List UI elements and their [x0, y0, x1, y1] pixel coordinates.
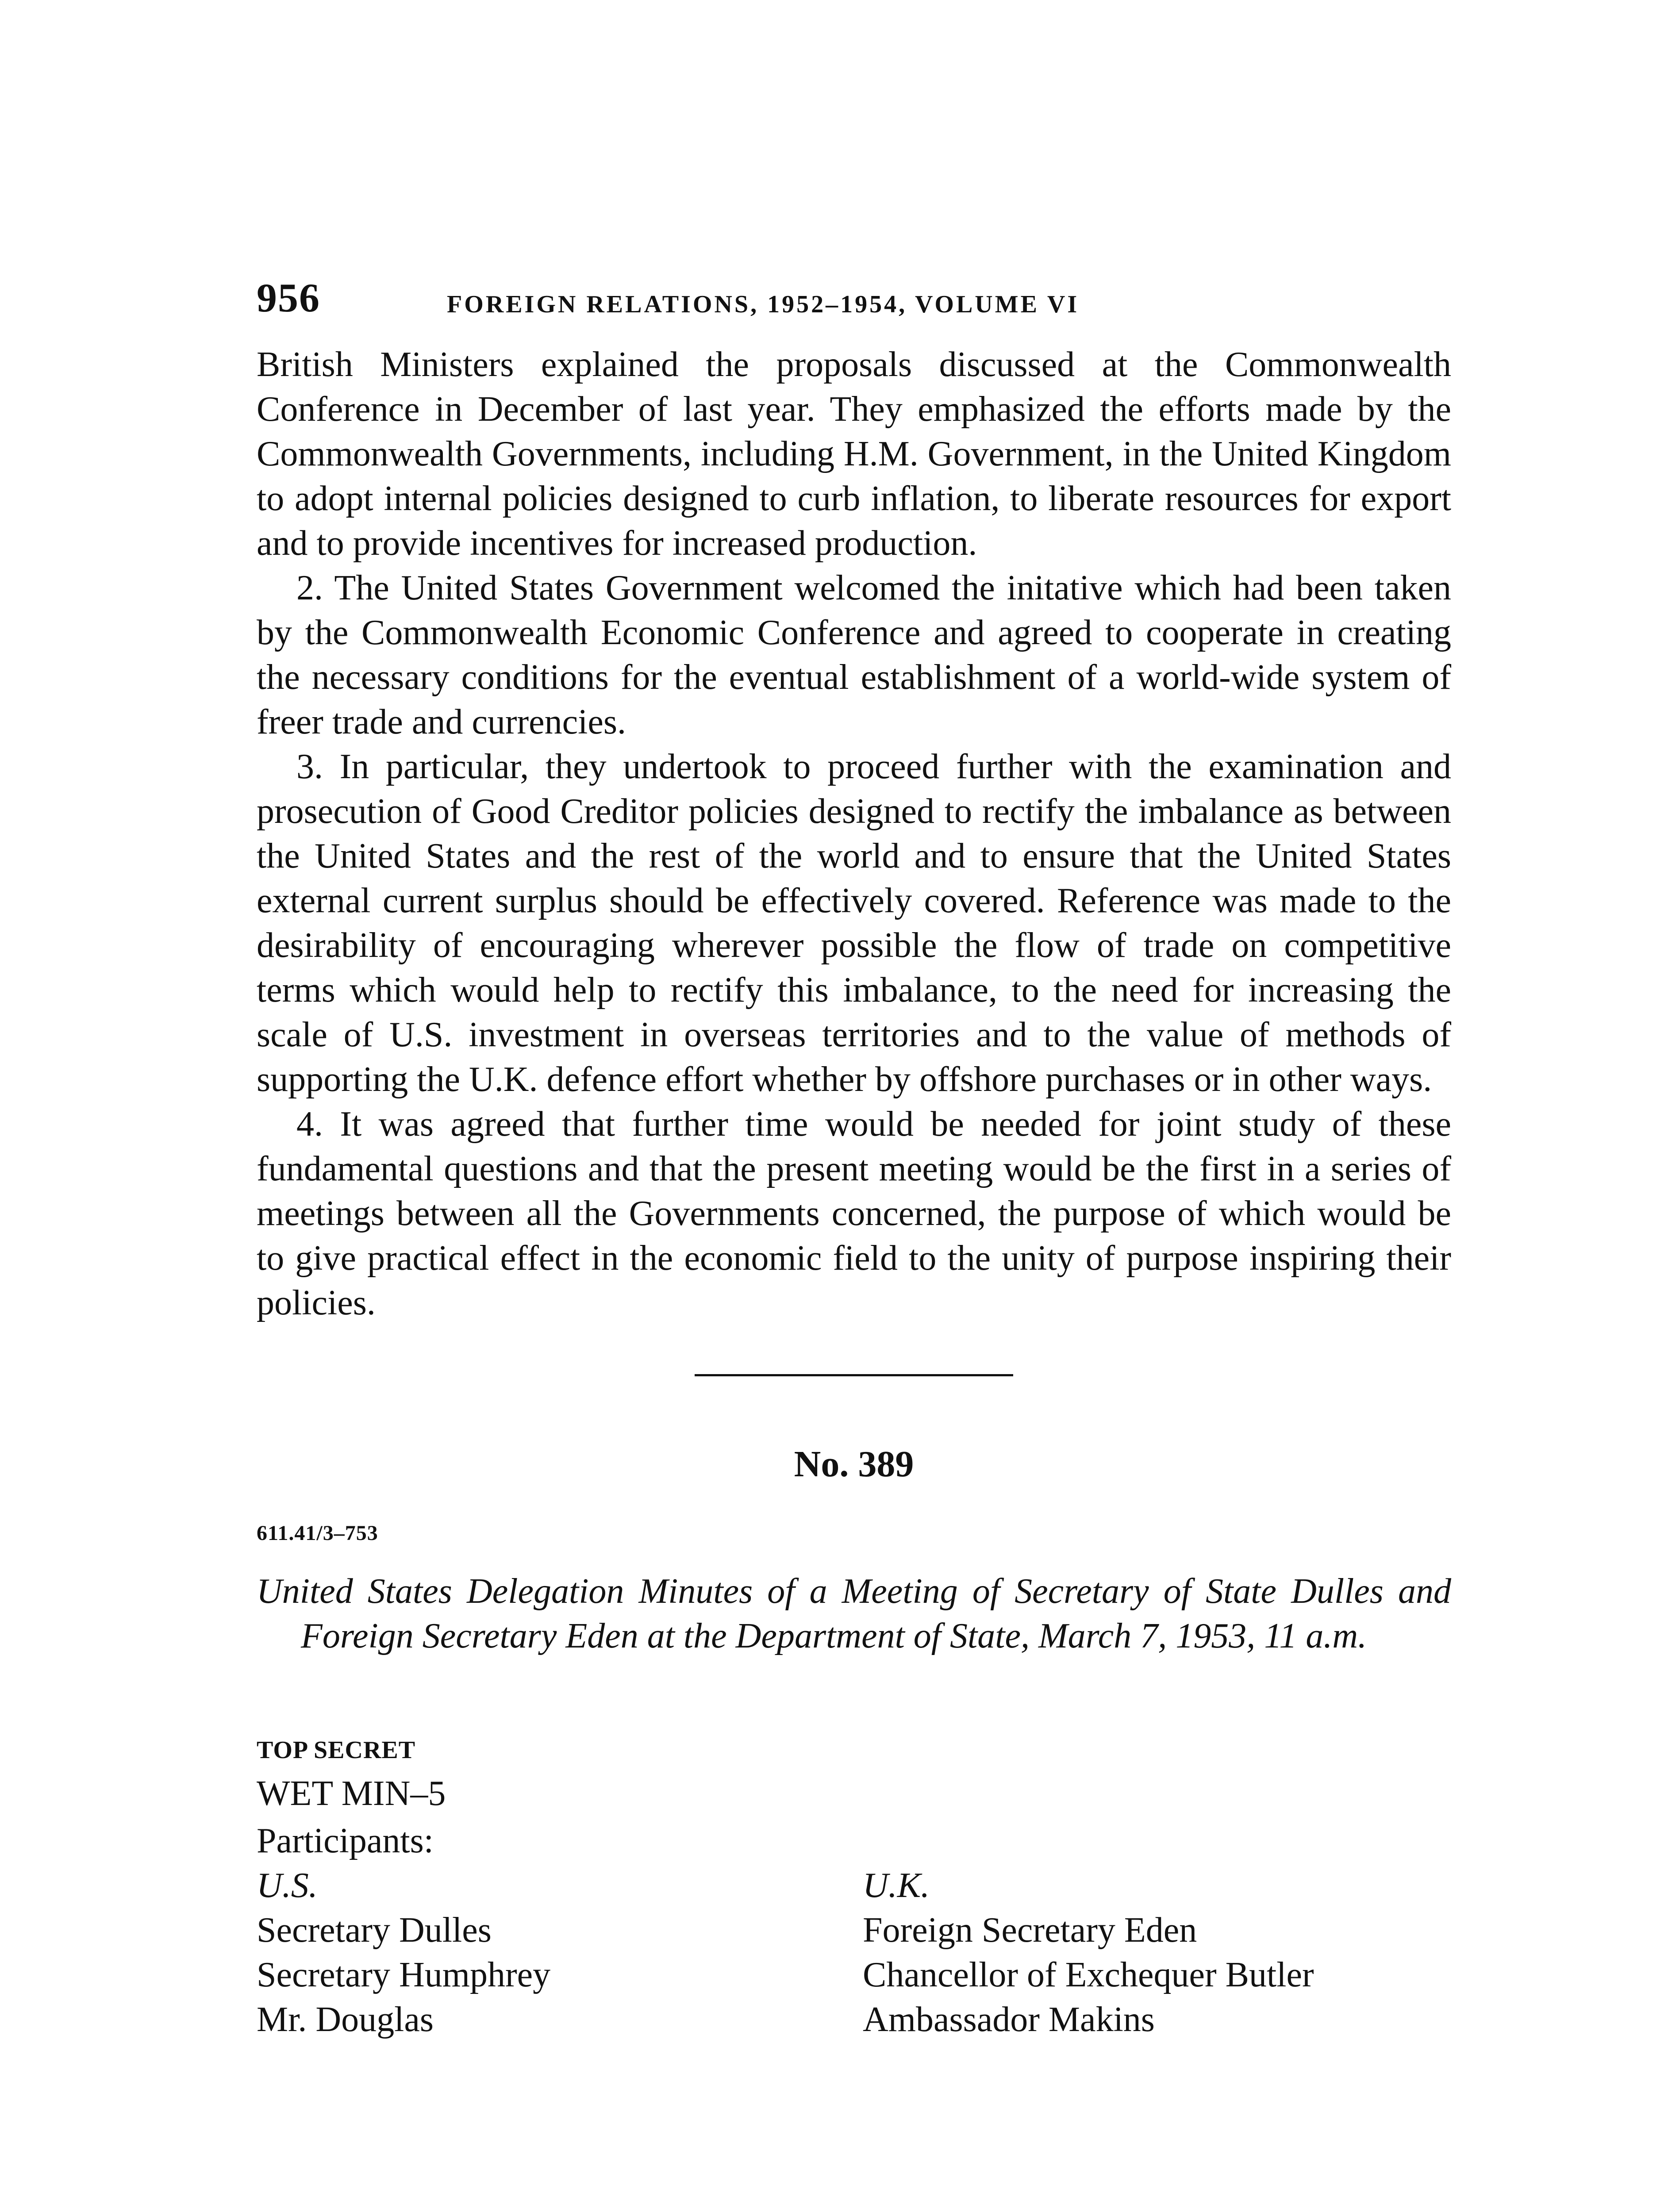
participant-uk: Chancellor of Exchequer Butler [863, 1955, 1314, 1994]
page-number: 956 [257, 275, 320, 320]
running-title: FOREIGN RELATIONS, 1952–1954, VOLUME VI [447, 291, 1080, 318]
running-head [257, 248, 1451, 336]
classification-label: TOP SECRET [257, 1736, 416, 1764]
paragraph-3: 3. In particular, they undertook to proceed further with the examination and prosecution of Good Creditor policies designed to rectify the imbalance as between the United States and the rest of the world and to ensure that the United States external current surplus should be effectively covered. Reference was made to the desirability of encouraging wherever possible the flow of trade on competitive terms which would help to rectify this imbalance, to the need for increasing the scale of U.S. investment in overseas territories and to the value of methods of supporting the U.K. defence effort whether by offshore purchases or in other ways. [257, 747, 1451, 1099]
document-page [257, 248, 1451, 2042]
participant-us: Secretary Dulles [257, 1911, 492, 1950]
participants-uk-column [863, 1863, 1451, 2042]
participant-us: Mr. Douglas [257, 2000, 434, 2039]
section-divider [695, 1374, 1013, 1376]
series-designation: WET MIN–5 [257, 1774, 446, 1813]
paragraph-4: 4. It was agreed that further time would be needed for joint study of these fundamental questions and that the present meeting would be the first in a series of meetings between all the Governments concerned, the purpose of which would be to give practical effect in the economic field to the unity of purpose inspiring their policies. [257, 1105, 1451, 1322]
participants-table [257, 1863, 1451, 2042]
participants-label: Participants: [257, 1821, 434, 1860]
participant-uk: Ambassador Makins [863, 2000, 1155, 2039]
participants-us-column [257, 1863, 863, 2042]
participants-us-heading: U.S. [257, 1866, 318, 1905]
document-number: No. 389 [794, 1444, 914, 1485]
participant-uk: Foreign Secretary Eden [863, 1911, 1197, 1950]
file-reference: 611.41/3–753 [257, 1521, 378, 1545]
body-text [257, 342, 1451, 1325]
paragraph-1: British Ministers explained the proposals discussed at the Commonwealth Conference in December of last year. They emphasized the efforts made by the Commonwealth Governments, including H.M. Government, in the United Kingdom to adopt internal policies designed to curb inflation, to liberate resources for export and to provide incentives for increased production. [257, 345, 1451, 563]
paragraph-2: 2. The United States Government welcomed the initative which had been taken by the Commonwealth Economic Conference and agreed to cooperate in creating the necessary conditions for the eventual establishment of a world-wide system of freer trade and currencies. [257, 568, 1451, 741]
participants-uk-heading: U.K. [863, 1866, 930, 1905]
document-title: United States Delegation Minutes of a Meeting of Secretary of State Dulles and Foreign Secretary Eden at the Department of State, March 7, 1953, 11 a.m. [257, 1572, 1451, 1655]
participant-us: Secretary Humphrey [257, 1955, 551, 1994]
